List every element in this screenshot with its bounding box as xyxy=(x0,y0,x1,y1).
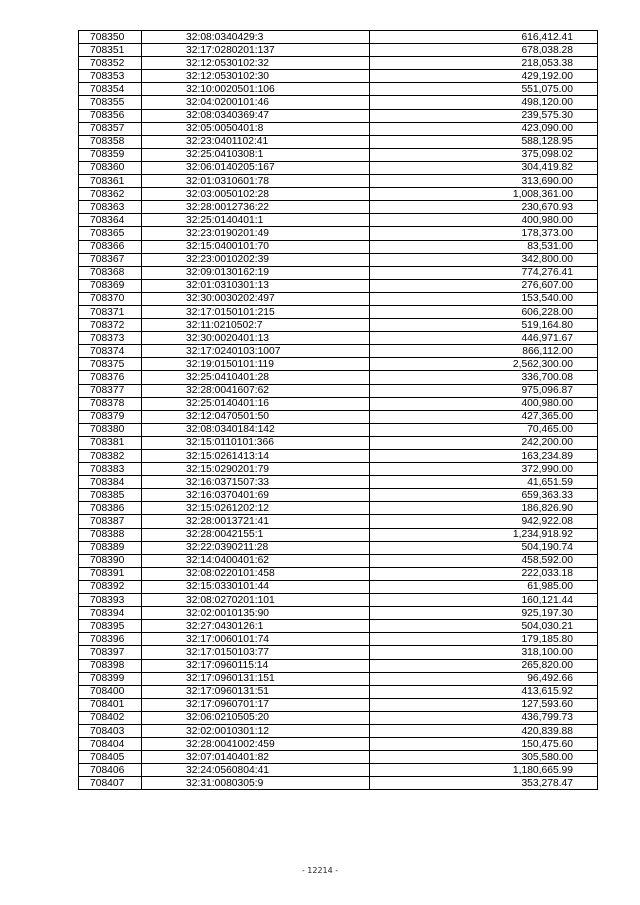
table-row xyxy=(79,188,598,201)
table-row xyxy=(79,332,598,345)
record-id-cell: 708374 xyxy=(79,345,142,358)
value-cell: 265,820.00 xyxy=(370,659,598,672)
cadastral-number-cell: 32:17:0060101:74 xyxy=(142,633,370,646)
value-cell: 242,200.00 xyxy=(370,436,598,449)
cadastral-number-cell: 32:17:0150103:77 xyxy=(142,646,370,659)
record-id-cell: 708388 xyxy=(79,528,142,541)
value-cell: 41,651.59 xyxy=(370,476,598,489)
value-cell: 678,038.28 xyxy=(370,44,598,57)
value-cell: 400,980.00 xyxy=(370,397,598,410)
cadastral-number-cell: 32:16:0371507:33 xyxy=(142,476,370,489)
value-cell: 606,228.00 xyxy=(370,305,598,318)
record-id-cell: 708365 xyxy=(79,227,142,240)
cadastral-number-cell: 32:10:0020501:106 xyxy=(142,83,370,96)
value-cell: 150,475.60 xyxy=(370,738,598,751)
record-id-cell: 708385 xyxy=(79,489,142,502)
value-cell: 429,192.00 xyxy=(370,70,598,83)
record-id-cell: 708375 xyxy=(79,358,142,371)
table-row xyxy=(79,122,598,135)
cadastral-number-cell: 32:31:0080305:9 xyxy=(142,777,370,790)
cadastral-number-cell: 32:19:0150101:119 xyxy=(142,358,370,371)
cadastral-number-cell: 32:02:0010301:12 xyxy=(142,724,370,737)
record-id-cell: 708393 xyxy=(79,594,142,607)
record-id-cell: 708353 xyxy=(79,70,142,83)
table-row xyxy=(79,724,598,737)
record-id-cell: 708380 xyxy=(79,423,142,436)
record-id-cell: 708366 xyxy=(79,240,142,253)
table-row xyxy=(79,463,598,476)
record-id-cell: 708387 xyxy=(79,515,142,528)
cadastral-number-cell: 32:15:0330101:44 xyxy=(142,580,370,593)
value-cell: 61,985.00 xyxy=(370,580,598,593)
value-cell: 1,234,918.92 xyxy=(370,528,598,541)
value-cell: 127,593.60 xyxy=(370,698,598,711)
cadastral-number-cell: 32:02:0010135:90 xyxy=(142,607,370,620)
cadastral-number-cell: 32:17:0240103:1007 xyxy=(142,345,370,358)
value-cell: 519,164.80 xyxy=(370,319,598,332)
record-id-cell: 708354 xyxy=(79,83,142,96)
value-cell: 446,971.67 xyxy=(370,332,598,345)
record-id-cell: 708376 xyxy=(79,371,142,384)
table-row xyxy=(79,305,598,318)
page-number: - 12214 - xyxy=(301,866,339,875)
table-row xyxy=(79,672,598,685)
value-cell: 975,096.87 xyxy=(370,384,598,397)
value-cell: 616,412.41 xyxy=(370,31,598,44)
cadastral-number-cell: 32:14:0400401:62 xyxy=(142,554,370,567)
table-row xyxy=(79,201,598,214)
table-row xyxy=(79,240,598,253)
cadastral-number-cell: 32:25:0140401:1 xyxy=(142,214,370,227)
record-id-cell: 708395 xyxy=(79,620,142,633)
table-row xyxy=(79,711,598,724)
cadastral-number-cell: 32:17:0960131:51 xyxy=(142,685,370,698)
table-row xyxy=(79,607,598,620)
records-table-body xyxy=(79,31,598,790)
value-cell: 413,615.92 xyxy=(370,685,598,698)
cadastral-number-cell: 32:15:0400101:70 xyxy=(142,240,370,253)
value-cell: 400,980.00 xyxy=(370,214,598,227)
value-cell: 163,234.89 xyxy=(370,450,598,463)
table-row xyxy=(79,70,598,83)
cadastral-number-cell: 32:08:0270201:101 xyxy=(142,594,370,607)
value-cell: 96,492.66 xyxy=(370,672,598,685)
cadastral-number-cell: 32:11:0210502:7 xyxy=(142,319,370,332)
table-row xyxy=(79,554,598,567)
value-cell: 774,276.41 xyxy=(370,266,598,279)
value-cell: 420,839.88 xyxy=(370,724,598,737)
record-id-cell: 708397 xyxy=(79,646,142,659)
record-id-cell: 708406 xyxy=(79,764,142,777)
value-cell: 375,098.02 xyxy=(370,148,598,161)
table-row xyxy=(79,83,598,96)
cadastral-number-cell: 32:24:0560804:41 xyxy=(142,764,370,777)
record-id-cell: 708367 xyxy=(79,253,142,266)
record-id-cell: 708361 xyxy=(79,175,142,188)
cadastral-number-cell: 32:25:0410401:28 xyxy=(142,371,370,384)
table-row xyxy=(79,528,598,541)
table-row xyxy=(79,777,598,790)
table-row xyxy=(79,384,598,397)
table-row xyxy=(79,423,598,436)
table-row xyxy=(79,476,598,489)
record-id-cell: 708362 xyxy=(79,188,142,201)
record-id-cell: 708394 xyxy=(79,607,142,620)
value-cell: 239,575.30 xyxy=(370,109,598,122)
record-id-cell: 708384 xyxy=(79,476,142,489)
cadastral-number-cell: 32:23:0401102:41 xyxy=(142,135,370,148)
cadastral-number-cell: 32:17:0960701:17 xyxy=(142,698,370,711)
value-cell: 504,030.21 xyxy=(370,620,598,633)
cadastral-number-cell: 32:25:0410308:1 xyxy=(142,148,370,161)
record-id-cell: 708381 xyxy=(79,436,142,449)
table-row xyxy=(79,135,598,148)
table-row xyxy=(79,764,598,777)
record-id-cell: 708399 xyxy=(79,672,142,685)
cadastral-number-cell: 32:08:0220101:458 xyxy=(142,567,370,580)
record-id-cell: 708391 xyxy=(79,567,142,580)
record-id-cell: 708401 xyxy=(79,698,142,711)
cadastral-number-cell: 32:16:0370401:69 xyxy=(142,489,370,502)
value-cell: 504,190.74 xyxy=(370,541,598,554)
record-id-cell: 708370 xyxy=(79,292,142,305)
value-cell: 659,363.33 xyxy=(370,489,598,502)
record-id-cell: 708371 xyxy=(79,305,142,318)
value-cell: 160,121.44 xyxy=(370,594,598,607)
cadastral-number-cell: 32:22:0390211:28 xyxy=(142,541,370,554)
record-id-cell: 708377 xyxy=(79,384,142,397)
table-row xyxy=(79,436,598,449)
table-row xyxy=(79,253,598,266)
cadastral-number-cell: 32:01:0310301:13 xyxy=(142,279,370,292)
table-row xyxy=(79,44,598,57)
record-id-cell: 708392 xyxy=(79,580,142,593)
records-table xyxy=(78,30,598,790)
value-cell: 1,180,665.99 xyxy=(370,764,598,777)
cadastral-number-cell: 32:08:0340184:142 xyxy=(142,423,370,436)
table-row xyxy=(79,541,598,554)
table-row xyxy=(79,620,598,633)
table-row xyxy=(79,489,598,502)
record-id-cell: 708386 xyxy=(79,502,142,515)
value-cell: 436,799.73 xyxy=(370,711,598,724)
cadastral-number-cell: 32:15:0110101:366 xyxy=(142,436,370,449)
cadastral-number-cell: 32:23:0010202:39 xyxy=(142,253,370,266)
table-row xyxy=(79,292,598,305)
record-id-cell: 708407 xyxy=(79,777,142,790)
cadastral-number-cell: 32:28:0041002:459 xyxy=(142,738,370,751)
record-id-cell: 708368 xyxy=(79,266,142,279)
record-id-cell: 708351 xyxy=(79,44,142,57)
cadastral-number-cell: 32:17:0960131:151 xyxy=(142,672,370,685)
cadastral-number-cell: 32:07:0140401:82 xyxy=(142,751,370,764)
cadastral-number-cell: 32:04:0200101:46 xyxy=(142,96,370,109)
table-row xyxy=(79,410,598,423)
value-cell: 427,365.00 xyxy=(370,410,598,423)
table-row xyxy=(79,450,598,463)
value-cell: 1,008,361.00 xyxy=(370,188,598,201)
cadastral-number-cell: 32:30:0030202:497 xyxy=(142,292,370,305)
value-cell: 588,128.95 xyxy=(370,135,598,148)
cadastral-number-cell: 32:28:0012736:22 xyxy=(142,201,370,214)
cadastral-number-cell: 32:17:0280201:137 xyxy=(142,44,370,57)
record-id-cell: 708350 xyxy=(79,31,142,44)
cadastral-number-cell: 32:27:0430126:1 xyxy=(142,620,370,633)
record-id-cell: 708364 xyxy=(79,214,142,227)
value-cell: 218,053.38 xyxy=(370,57,598,70)
table-row xyxy=(79,567,598,580)
cadastral-number-cell: 32:12:0530102:32 xyxy=(142,57,370,70)
record-id-cell: 708398 xyxy=(79,659,142,672)
record-id-cell: 708372 xyxy=(79,319,142,332)
value-cell: 353,278.47 xyxy=(370,777,598,790)
value-cell: 423,090.00 xyxy=(370,122,598,135)
value-cell: 925,197.30 xyxy=(370,607,598,620)
value-cell: 372,990.00 xyxy=(370,463,598,476)
record-id-cell: 708355 xyxy=(79,96,142,109)
record-id-cell: 708389 xyxy=(79,541,142,554)
table-row xyxy=(79,57,598,70)
table-row xyxy=(79,397,598,410)
cadastral-number-cell: 32:15:0261413:14 xyxy=(142,450,370,463)
value-cell: 336,700.08 xyxy=(370,371,598,384)
record-id-cell: 708400 xyxy=(79,685,142,698)
record-id-cell: 708405 xyxy=(79,751,142,764)
value-cell: 318,100.00 xyxy=(370,646,598,659)
cadastral-number-cell: 32:05:0050401:8 xyxy=(142,122,370,135)
value-cell: 942,922.08 xyxy=(370,515,598,528)
table-row xyxy=(79,594,598,607)
value-cell: 342,800.00 xyxy=(370,253,598,266)
cadastral-number-cell: 32:12:0470501:50 xyxy=(142,410,370,423)
table-row xyxy=(79,279,598,292)
value-cell: 230,670.93 xyxy=(370,201,598,214)
table-row xyxy=(79,633,598,646)
cadastral-number-cell: 32:08:0340429:3 xyxy=(142,31,370,44)
record-id-cell: 708404 xyxy=(79,738,142,751)
cadastral-number-cell: 32:28:0041607:62 xyxy=(142,384,370,397)
table-row xyxy=(79,751,598,764)
value-cell: 313,690.00 xyxy=(370,175,598,188)
record-id-cell: 708378 xyxy=(79,397,142,410)
record-id-cell: 708358 xyxy=(79,135,142,148)
cadastral-number-cell: 32:17:0960115:14 xyxy=(142,659,370,672)
table-row xyxy=(79,345,598,358)
cadastral-number-cell: 32:25:0140401:16 xyxy=(142,397,370,410)
table-row xyxy=(79,358,598,371)
cadastral-number-cell: 32:06:0140205:167 xyxy=(142,161,370,174)
value-cell: 2,562,300.00 xyxy=(370,358,598,371)
record-id-cell: 708373 xyxy=(79,332,142,345)
value-cell: 551,075.00 xyxy=(370,83,598,96)
cadastral-number-cell: 32:12:0530102:30 xyxy=(142,70,370,83)
record-id-cell: 708369 xyxy=(79,279,142,292)
value-cell: 179,185.80 xyxy=(370,633,598,646)
cadastral-number-cell: 32:28:0013721:41 xyxy=(142,515,370,528)
value-cell: 70,465.00 xyxy=(370,423,598,436)
cadastral-number-cell: 32:23:0190201:49 xyxy=(142,227,370,240)
record-id-cell: 708390 xyxy=(79,554,142,567)
value-cell: 276,607.00 xyxy=(370,279,598,292)
cadastral-number-cell: 32:08:0340369:47 xyxy=(142,109,370,122)
table-row xyxy=(79,266,598,279)
cadastral-number-cell: 32:03:0050102:28 xyxy=(142,188,370,201)
cadastral-number-cell: 32:17:0150101:215 xyxy=(142,305,370,318)
table-row xyxy=(79,515,598,528)
table-row xyxy=(79,175,598,188)
record-id-cell: 708359 xyxy=(79,148,142,161)
record-id-cell: 708363 xyxy=(79,201,142,214)
table-row xyxy=(79,31,598,44)
record-id-cell: 708382 xyxy=(79,450,142,463)
value-cell: 305,580.00 xyxy=(370,751,598,764)
cadastral-number-cell: 32:15:0290201:79 xyxy=(142,463,370,476)
cadastral-number-cell: 32:30:0020401:13 xyxy=(142,332,370,345)
value-cell: 186,826.90 xyxy=(370,502,598,515)
table-row xyxy=(79,161,598,174)
table-row xyxy=(79,738,598,751)
value-cell: 153,540.00 xyxy=(370,292,598,305)
table-row xyxy=(79,371,598,384)
cadastral-number-cell: 32:09:0130162:19 xyxy=(142,266,370,279)
cadastral-number-cell: 32:28:0042155:1 xyxy=(142,528,370,541)
value-cell: 498,120.00 xyxy=(370,96,598,109)
value-cell: 866,112.00 xyxy=(370,345,598,358)
table-row xyxy=(79,214,598,227)
table-row xyxy=(79,109,598,122)
cadastral-number-cell: 32:15:0261202:12 xyxy=(142,502,370,515)
value-cell: 304,419.82 xyxy=(370,161,598,174)
value-cell: 458,592.00 xyxy=(370,554,598,567)
record-id-cell: 708403 xyxy=(79,724,142,737)
cadastral-number-cell: 32:06:0210505:20 xyxy=(142,711,370,724)
record-id-cell: 708360 xyxy=(79,161,142,174)
record-id-cell: 708379 xyxy=(79,410,142,423)
record-id-cell: 708352 xyxy=(79,57,142,70)
value-cell: 178,373.00 xyxy=(370,227,598,240)
record-id-cell: 708383 xyxy=(79,463,142,476)
table-row xyxy=(79,502,598,515)
cadastral-number-cell: 32:01:0310601:78 xyxy=(142,175,370,188)
record-id-cell: 708357 xyxy=(79,122,142,135)
table-row xyxy=(79,698,598,711)
table-row xyxy=(79,580,598,593)
value-cell: 83,531.00 xyxy=(370,240,598,253)
table-row xyxy=(79,685,598,698)
record-id-cell: 708396 xyxy=(79,633,142,646)
table-row xyxy=(79,659,598,672)
table-row xyxy=(79,646,598,659)
table-row xyxy=(79,148,598,161)
table-row xyxy=(79,227,598,240)
record-id-cell: 708356 xyxy=(79,109,142,122)
record-id-cell: 708402 xyxy=(79,711,142,724)
value-cell: 222,033.18 xyxy=(370,567,598,580)
table-row xyxy=(79,319,598,332)
table-row xyxy=(79,96,598,109)
